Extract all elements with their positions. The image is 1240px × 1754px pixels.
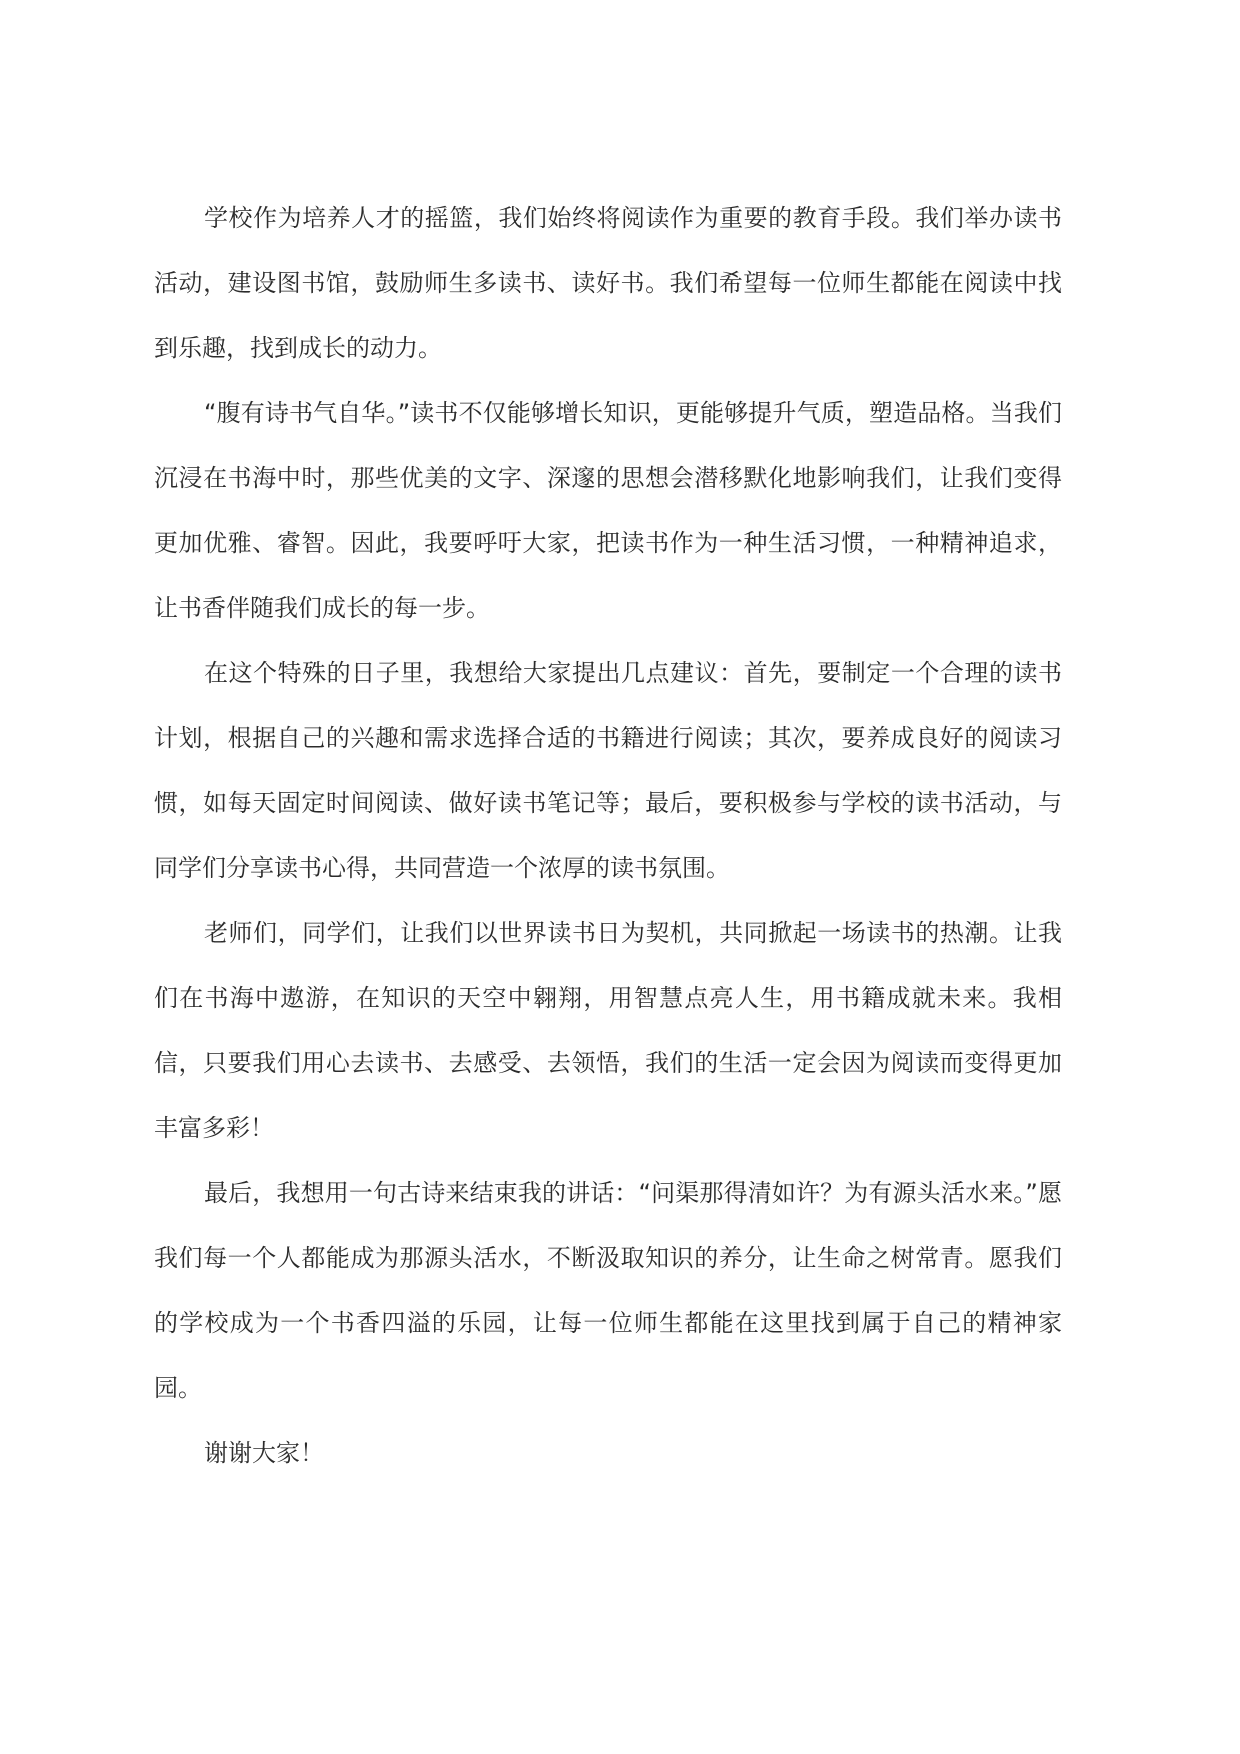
paragraph-poetry-quote: “腹有诗书气自华。”读书不仅能够增长知识，更能够提升气质，塑造品格。当我们沉浸在书海中时，那些优美的文字、深邃的思想会潜移默化地影响我们，让我们变得更加优雅、睿智。因此，我要呼吁大家，把读书作为一种生活习惯，一种精神追求，让书香伴随我们成长的每一步。: [154, 399, 1062, 622]
paragraph-suggestions: 在这个特殊的日子里，我想给大家提出几点建议：首先，要制定一个合理的读书计划，根据自己的兴趣和需求选择合适的书籍进行阅读；其次，要养成良好的阅读习惯，如每天固定时间阅读、做好读书笔记等；最后，要积极参与学校的读书活动，与同学们分享读书心得，共同营造一个浓厚的读书氛围。: [154, 659, 1062, 882]
paragraph-reading-in-school: 学校作为培养人才的摇篮，我们始终将阅读作为重要的教育手段。我们举办读书活动，建设图书馆，鼓励师生多读书、读好书。我们希望每一位师生都能在阅读中找到乐趣，找到成长的动力。: [154, 204, 1062, 362]
paragraph-thanks: 谢谢大家！: [204, 1439, 324, 1467]
paragraph-closing-poem: 最后，我想用一句古诗来结束我的讲话：“问渠那得清如许？为有源头活水来。”愿我们每一个人都能成为那源头活水，不断汲取知识的养分，让生命之树常青。愿我们的学校成为一个书香四溢的乐园，让每一位师生都能在这里找到属于自己的精神家园。: [154, 1179, 1062, 1402]
speech-body: [154, 186, 1062, 1486]
paragraph-call-to-action: 老师们，同学们，让我们以世界读书日为契机，共同掀起一场读书的热潮。让我们在书海中遨游，在知识的天空中翱翔，用智慧点亮人生，用书籍成就未来。我相信，只要我们用心去读书、去感受、去领悟，我们的生活一定会因为阅读而变得更加丰富多彩！: [154, 919, 1062, 1142]
